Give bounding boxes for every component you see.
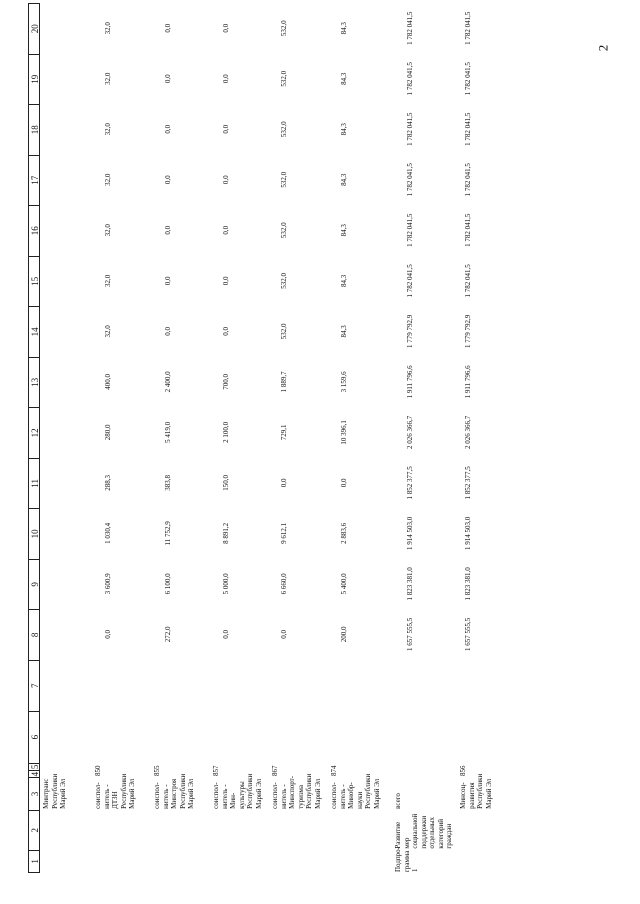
value-cell: 1 782 041,5	[406, 11, 414, 45]
row-executor-cell: соиспол-нитель - Минобр-науки Республики Марий Эл	[330, 773, 381, 809]
value-cell: 0,0	[222, 326, 230, 336]
header-cell: 2	[28, 810, 40, 850]
row-executor-cell: соиспол-нитель - Мин-культуры Республики Марий Эл	[212, 773, 263, 809]
value-cell: 32,0	[104, 325, 112, 338]
row-code-cell: 855	[153, 765, 161, 777]
value-cell: 84,3	[340, 325, 348, 338]
header-cell: 15	[28, 256, 40, 307]
value-cell: 0,0	[222, 225, 230, 235]
value-cell: 280,0	[104, 424, 112, 441]
value-cell: 1 911 796,6	[406, 365, 414, 399]
value-cell: 0,0	[280, 629, 288, 639]
value-cell: 32,0	[104, 224, 112, 237]
value-cell: 0,0	[104, 629, 112, 639]
row-code-cell: 856	[459, 765, 467, 777]
value-cell: 272,0	[164, 626, 172, 643]
value-cell: 1 782 041,5	[464, 112, 472, 146]
value-cell: 1 823 381,0	[406, 567, 414, 601]
value-cell: 32,0	[104, 123, 112, 136]
value-cell: 1 823 381,0	[464, 567, 472, 601]
value-cell: 3 600,9	[104, 573, 112, 595]
header-cell: 16	[28, 205, 40, 256]
value-cell: 1 782 041,5	[406, 264, 414, 298]
value-cell: 1 782 041,5	[406, 112, 414, 146]
value-cell: 1 779 792,9	[464, 314, 472, 348]
value-cell: 0,0	[222, 629, 230, 639]
value-cell: 0,0	[222, 175, 230, 185]
value-cell: 1 914 503,0	[406, 516, 414, 550]
header-cell: 18	[28, 104, 40, 155]
value-cell: 11 752,9	[164, 521, 172, 546]
value-cell: 32,0	[104, 173, 112, 186]
value-cell: 84,3	[340, 173, 348, 186]
value-cell: 84,3	[340, 123, 348, 136]
header-cell: 13	[28, 357, 40, 408]
value-cell: 0,0	[222, 276, 230, 286]
header-cell: 8	[28, 609, 40, 660]
header-cell: 4	[30, 771, 40, 777]
header-cell: 9	[28, 559, 40, 610]
value-cell: 1 914 503,0	[464, 516, 472, 550]
header-cell: 7	[28, 660, 40, 711]
value-cell: 0,0	[164, 175, 172, 185]
value-cell: 1 782 041,5	[464, 11, 472, 45]
value-cell: 1 852 377,5	[464, 466, 472, 500]
row-executor-cell: соиспол-нитель - ДТЗН Республики Марий Эл	[94, 773, 136, 809]
value-cell: 3 159,6	[340, 371, 348, 393]
value-cell: 10 396,1	[340, 420, 348, 445]
row-code-cell: 857	[212, 765, 220, 777]
value-cell: 2 026 366,7	[464, 415, 472, 449]
value-cell: 32,0	[104, 22, 112, 35]
value-cell: 700,0	[222, 373, 230, 390]
row-code-cell: 850	[94, 765, 102, 777]
rotated-budget-table	[28, 3, 628, 873]
value-cell: 2 100,0	[222, 421, 230, 443]
value-cell: 84,3	[340, 274, 348, 287]
value-cell: 1 782 041,5	[406, 213, 414, 247]
value-cell: 532,0	[280, 171, 288, 188]
value-cell: 1 782 041,5	[464, 163, 472, 197]
value-cell: 1 657 555,5	[464, 617, 472, 651]
page-number: 2	[595, 44, 611, 52]
value-cell: 288,3	[104, 474, 112, 491]
row-name-cell: Развитие мер социальной поддержки отдельных категорий граждан	[394, 813, 453, 849]
value-cell: 1 030,4	[104, 522, 112, 544]
header-cell: 3	[28, 777, 40, 810]
value-cell: 9 612,1	[280, 522, 288, 544]
row-executor-cell: соиспол-нитель - Минстроя Республики Марий Эл	[153, 773, 195, 809]
header-cell: 19	[28, 54, 40, 105]
value-cell: 6 100,0	[164, 573, 172, 595]
value-cell: 0,0	[164, 326, 172, 336]
value-cell: 84,3	[340, 72, 348, 85]
value-cell: 32,0	[104, 274, 112, 287]
row-executor-cell: соиспол-нитель - Минспорт-туризма Республики Марий Эл	[271, 773, 322, 809]
value-cell: 0,0	[222, 124, 230, 134]
value-cell: 2 883,6	[340, 522, 348, 544]
row-level-cell: Подпро-грамма 1	[394, 847, 419, 872]
header-cell: 6	[28, 711, 40, 763]
row-executor-cell: всего	[394, 793, 402, 809]
header-cell: 1	[28, 850, 40, 873]
value-cell: 0,0	[340, 478, 348, 488]
header-cell: 10	[28, 508, 40, 559]
value-cell: 6 660,0	[280, 573, 288, 595]
value-cell: 1 911 796,6	[464, 365, 472, 399]
row-executor-cell: Минтранс Республики Марий Эл	[42, 773, 67, 809]
value-cell: 532,0	[280, 20, 288, 37]
value-cell: 532,0	[280, 222, 288, 239]
value-cell: 0,0	[164, 124, 172, 134]
value-cell: 1 852 377,5	[406, 466, 414, 500]
value-cell: 84,3	[340, 22, 348, 35]
value-cell: 729,1	[280, 424, 288, 441]
value-cell: 0,0	[164, 74, 172, 84]
value-cell: 2 400,0	[164, 371, 172, 393]
value-cell: 0,0	[164, 23, 172, 33]
value-cell: 532,0	[280, 70, 288, 87]
header-cell: 20	[28, 3, 40, 54]
header-cell: 14	[28, 306, 40, 357]
header-cell: 17	[28, 155, 40, 206]
value-cell: 0,0	[222, 74, 230, 84]
value-cell: 1 889,7	[280, 371, 288, 393]
value-cell: 5 419,0	[164, 421, 172, 443]
value-cell: 0,0	[164, 225, 172, 235]
value-cell: 5 000,0	[222, 573, 230, 595]
value-cell: 1 782 041,5	[464, 213, 472, 247]
header-cell: 12	[28, 407, 40, 458]
value-cell: 150,0	[222, 474, 230, 491]
row-code-cell: 867	[271, 765, 279, 777]
value-cell: 0,0	[164, 276, 172, 286]
value-cell: 532,0	[280, 323, 288, 340]
value-cell: 84,3	[340, 224, 348, 237]
value-cell: 532,0	[280, 121, 288, 138]
value-cell: 5 400,0	[340, 573, 348, 595]
value-cell: 0,0	[280, 478, 288, 488]
value-cell: 400,0	[104, 373, 112, 390]
row-code-cell: 874	[330, 765, 338, 777]
value-cell: 8 891,2	[222, 522, 230, 544]
value-cell: 32,0	[104, 72, 112, 85]
value-cell: 0,0	[222, 23, 230, 33]
header-cell: 5	[28, 763, 40, 771]
value-cell: 1 657 555,5	[406, 617, 414, 651]
value-cell: 200,0	[340, 626, 348, 643]
value-cell: 383,8	[164, 474, 172, 491]
value-cell: 1 782 041,5	[464, 264, 472, 298]
value-cell: 1 782 041,5	[406, 163, 414, 197]
value-cell: 1 782 041,5	[464, 62, 472, 96]
value-cell: 1 779 792,9	[406, 314, 414, 348]
value-cell: 2 026 366,7	[406, 415, 414, 449]
row-executor-cell: Минсоц-развития Республики Марий Эл	[459, 773, 493, 809]
value-cell: 532,0	[280, 272, 288, 289]
header-cell: 11	[28, 458, 40, 509]
value-cell: 1 782 041,5	[406, 62, 414, 96]
